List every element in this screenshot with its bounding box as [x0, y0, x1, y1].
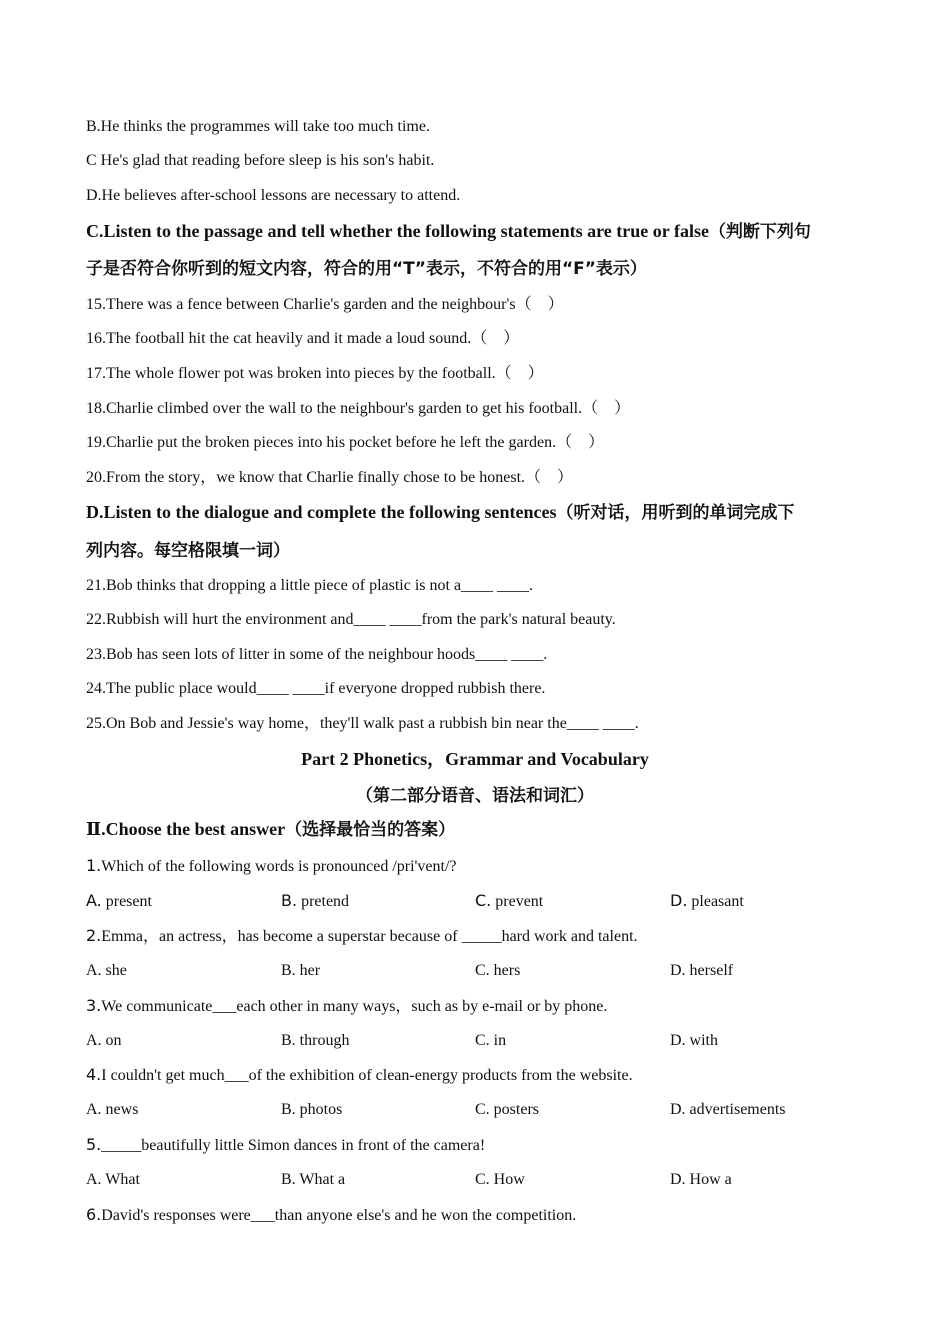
option-d[interactable]: D. herself — [670, 962, 734, 979]
listening-option-d: D.He believes after-school lessons are necessary to attend. — [86, 187, 461, 204]
question-23: 23.Bob has seen lots of litter in some of the neighbour hoods____ ____. — [86, 646, 548, 663]
option-d[interactable]: D. with — [670, 1032, 718, 1049]
option-b[interactable]: B. her — [281, 962, 321, 979]
option-b[interactable]: B. through — [281, 1032, 350, 1049]
listening-option-b: B.He thinks the programmes will take too much time. — [86, 118, 430, 135]
option-c[interactable]: C. posters — [475, 1101, 539, 1118]
option-c[interactable]: C. prevent — [475, 891, 544, 910]
mcq-question-1 — [86, 856, 457, 877]
section-c-heading-en: C.Listen to the passage and tell whether the following statements are true or false — [86, 221, 709, 241]
question-text: Which of the following words is pronounced /pri'vent/? — [101, 858, 457, 875]
question-text: Emma，an actress，has become a superstar because of _____hard work and talent. — [101, 928, 638, 945]
option-a[interactable]: A. on — [86, 1032, 122, 1049]
question-24: 24.The public place would____ ____if everyone dropped rubbish there. — [86, 680, 546, 697]
question-21: 21.Bob thinks that dropping a little piece of plastic is not a____ ____. — [86, 577, 534, 594]
question-text: David's responses were___than anyone else's and he won the competition. — [101, 1207, 577, 1224]
question-number: 1. — [86, 856, 102, 875]
question-15: 15.There was a fence between Charlie's garden and the neighbour's（ ） — [86, 296, 564, 313]
option-c[interactable]: C. How — [475, 1171, 525, 1188]
section-d-heading-en: D.Listen to the dialogue and complete the following sentences — [86, 502, 557, 522]
question-20: 20.From the story，we know that Charlie finally chose to be honest.（ ） — [86, 469, 574, 486]
question-16: 16.The football hit the cat heavily and it made a loud sound.（ ） — [86, 330, 520, 347]
section-ii-heading — [86, 818, 455, 841]
question-number: 2. — [86, 926, 102, 945]
mcq-question-4 — [86, 1065, 633, 1086]
mcq-question-3 — [86, 996, 607, 1017]
question-number: 6. — [86, 1205, 102, 1224]
option-a[interactable]: A. What — [86, 1171, 140, 1188]
section-ii-heading-cn: （选择最恰当的答案） — [285, 820, 456, 840]
option-b[interactable]: B. pretend — [281, 891, 350, 910]
option-a[interactable]: A. news — [86, 1101, 139, 1118]
part2-title-cn-text: （第二部分语音、语法和词汇） — [356, 786, 594, 806]
section-c-heading-cn-1: （判断下列句 — [708, 222, 811, 242]
section-c-heading — [86, 220, 811, 243]
listening-option-c: C He's glad that reading before sleep is his son's habit. — [86, 152, 435, 169]
question-22: 22.Rubbish will hurt the environment and____ ____from the park's natural beauty. — [86, 611, 616, 628]
question-number: 4. — [86, 1065, 102, 1084]
question-text: _____beautifully little Simon dances in front of the camera! — [101, 1137, 486, 1154]
question-text: We communicate___each other in many ways，such as by e-mail or by phone. — [101, 998, 608, 1015]
question-number: 3. — [86, 996, 102, 1015]
mcq-question-2 — [86, 926, 638, 947]
option-c[interactable]: C. hers — [475, 962, 521, 979]
option-b[interactable]: B. What a — [281, 1171, 346, 1188]
question-18: 18.Charlie climbed over the wall to the neighbour's garden to get his football.（ ） — [86, 400, 631, 417]
question-25: 25.On Bob and Jessie's way home，they'll walk past a rubbish bin near the____ ____. — [86, 715, 639, 732]
mcq-question-5 — [86, 1135, 485, 1156]
option-b[interactable]: B. photos — [281, 1101, 343, 1118]
section-d-heading-cn-1: （听对话，用听到的单词完成下 — [556, 503, 795, 523]
option-a[interactable]: A. present — [86, 891, 152, 910]
option-c[interactable]: C. in — [475, 1032, 507, 1049]
option-a[interactable]: A. she — [86, 962, 127, 979]
part2-title: Part 2 Phonetics，Grammar and Vocabulary — [301, 749, 649, 769]
section-c-heading-line2 — [86, 257, 647, 280]
section-d-heading-line2 — [86, 539, 290, 562]
question-number: 5. — [86, 1135, 102, 1154]
part2-title-cn — [0, 784, 950, 807]
option-d[interactable]: D. advertisements — [670, 1101, 786, 1118]
section-d-heading-cn-2: 列内容。每空格限填一词） — [86, 541, 290, 561]
question-17: 17.The whole flower pot was broken into pieces by the football.（ ） — [86, 365, 544, 382]
question-19: 19.Charlie put the broken pieces into his pocket before he left the garden.（ ） — [86, 434, 605, 451]
question-text: I couldn't get much___of the exhibition of clean-energy products from the website. — [101, 1067, 633, 1084]
section-c-heading-cn-2: 子是否符合你听到的短文内容，符合的用“T”表示，不符合的用“F”表示） — [86, 259, 647, 279]
option-d[interactable]: D. How a — [670, 1171, 732, 1188]
mcq-question-6 — [86, 1205, 576, 1226]
section-d-heading — [86, 501, 794, 524]
section-ii-heading-en: Ⅱ.Choose the best answer — [86, 819, 286, 839]
option-d[interactable]: D. pleasant — [670, 891, 744, 910]
